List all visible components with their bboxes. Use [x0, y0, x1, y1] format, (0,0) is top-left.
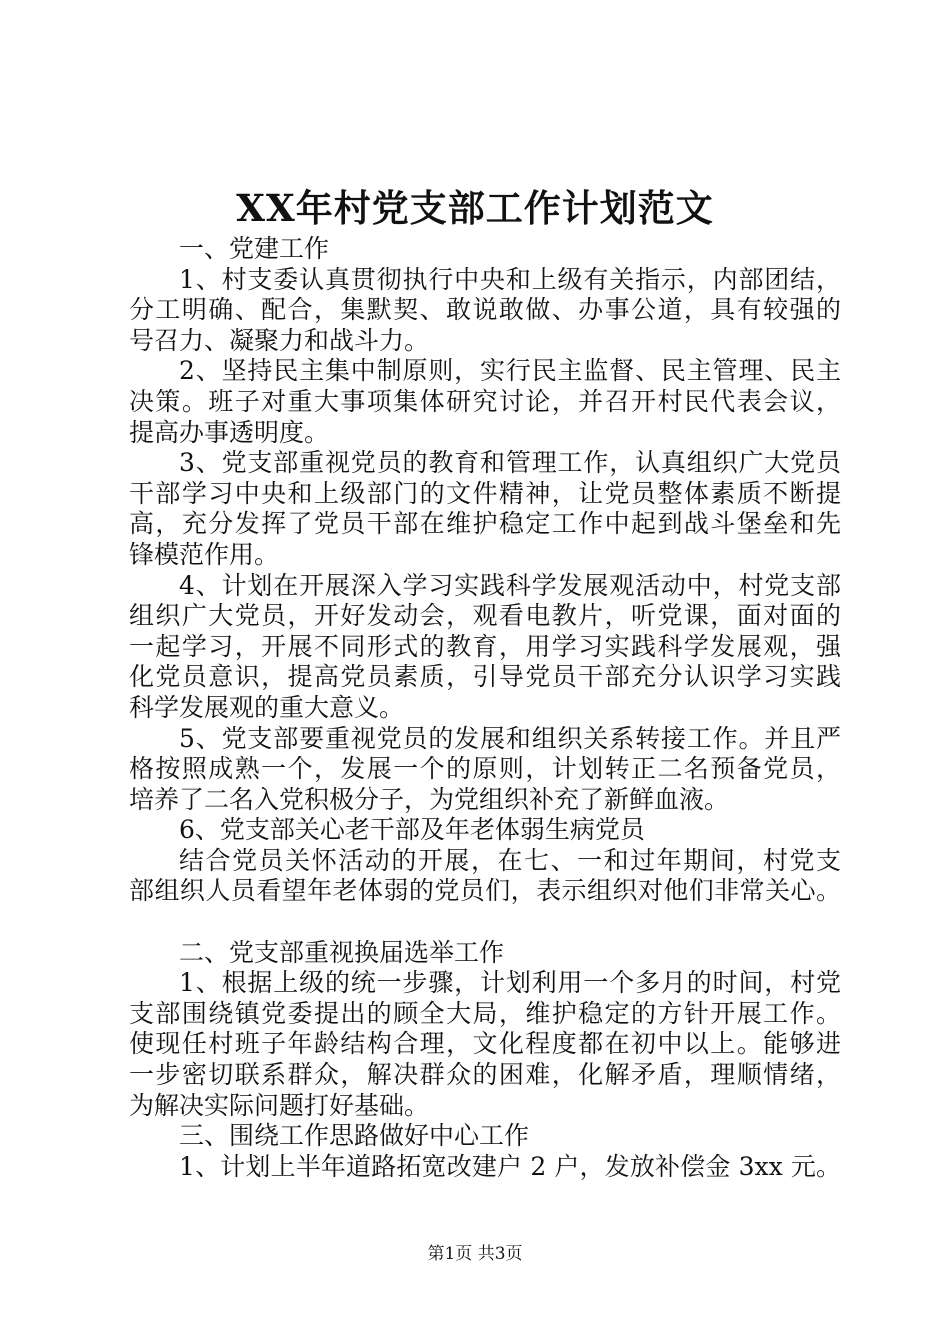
- paragraph-line: 6、党支部关心老干部及年老体弱生病党员: [179, 815, 645, 845]
- paragraph-line: 支部围绕镇党委提出的顾全大局，维护稳定的方针开展工作。: [129, 998, 841, 1028]
- paragraph-line: 3、党支部重视党员的教育和管理工作，认真组织广大党员: [179, 448, 841, 478]
- paragraph-line: 结合党员关怀活动的开展，在七、一和过年期间，村党支: [179, 845, 841, 875]
- paragraph-line: 分工明确、配合，集默契、敢说敢做、办事公道，具有较强的: [129, 295, 841, 325]
- document-title: XX年村党支部工作计划范文: [236, 186, 714, 230]
- paragraph-line: 高，充分发挥了党员干部在维护稳定工作中起到战斗堡垒和先: [129, 509, 841, 539]
- paragraph-line: 2、坚持民主集中制原则，实行民主监督、民主管理、民主: [179, 356, 841, 386]
- paragraph-line: 一起学习，开展不同形式的教育，用学习实践科学发展观，强: [129, 631, 841, 661]
- paragraph-line: 1、村支委认真贯彻执行中央和上级有关指示，内部团结，: [179, 264, 841, 294]
- paragraph-line: 5、党支部要重视党员的发展和组织关系转接工作。并且严: [179, 723, 841, 753]
- paragraph-line: 决策。班子对重大事项集体研究讨论，并召开村民代表会议，: [129, 386, 841, 416]
- paragraph-line: 二、党支部重视换届选举工作: [179, 937, 505, 967]
- page-footer: 第1页 共3页: [427, 1244, 523, 1264]
- paragraph-line: 化党员意识，提高党员素质，引导党员干部充分认识学习实践: [129, 662, 841, 692]
- paragraph-line: 1、计划上半年道路拓宽改建户 2 户，发放补偿金 3xx 元。: [179, 1151, 841, 1181]
- paragraph-line: 1、根据上级的统一步骤，计划利用一个多月的时间，村党: [179, 968, 841, 998]
- blank-line: [129, 907, 841, 938]
- paragraph-line: 号召力、凝聚力和战斗力。: [129, 325, 430, 355]
- paragraph-line: 干部学习中央和上级部门的文件精神，让党员整体素质不断提: [129, 478, 841, 508]
- paragraph-line: 培养了二名入党积极分子，为党组织补充了新鲜血液。: [129, 784, 730, 814]
- paragraph-line: 部组织人员看望年老体弱的党员们，表示组织对他们非常关心。: [129, 876, 841, 906]
- paragraph-line: 组织广大党员，开好发动会，观看电教片，听党课，面对面的: [129, 601, 841, 631]
- paragraph-line: 为解决实际问题打好基础。: [129, 1090, 430, 1120]
- paragraph-line: 科学发展观的重大意义。: [129, 692, 405, 722]
- paragraph-line: 提高办事透明度。: [129, 417, 330, 447]
- paragraph-line: 三、围绕工作思路做好中心工作: [179, 1121, 530, 1151]
- paragraph-line: 一、党建工作: [179, 234, 330, 263]
- paragraph-line: 锋模范作用。: [129, 539, 280, 569]
- paragraph-line: 一步密切联系群众，解决群众的困难，化解矛盾，理顺情绪，: [129, 1060, 841, 1090]
- paragraph-line: 格按照成熟一个，发展一个的原则，计划转正二名预备党员，: [129, 754, 841, 784]
- paragraph-line: 使现任村班子年龄结构合理，文化程度都在初中以上。能够进: [129, 1029, 841, 1059]
- document-body: [129, 234, 841, 1182]
- paragraph-line: 4、计划在开展深入学习实践科学发展观活动中，村党支部: [179, 570, 841, 600]
